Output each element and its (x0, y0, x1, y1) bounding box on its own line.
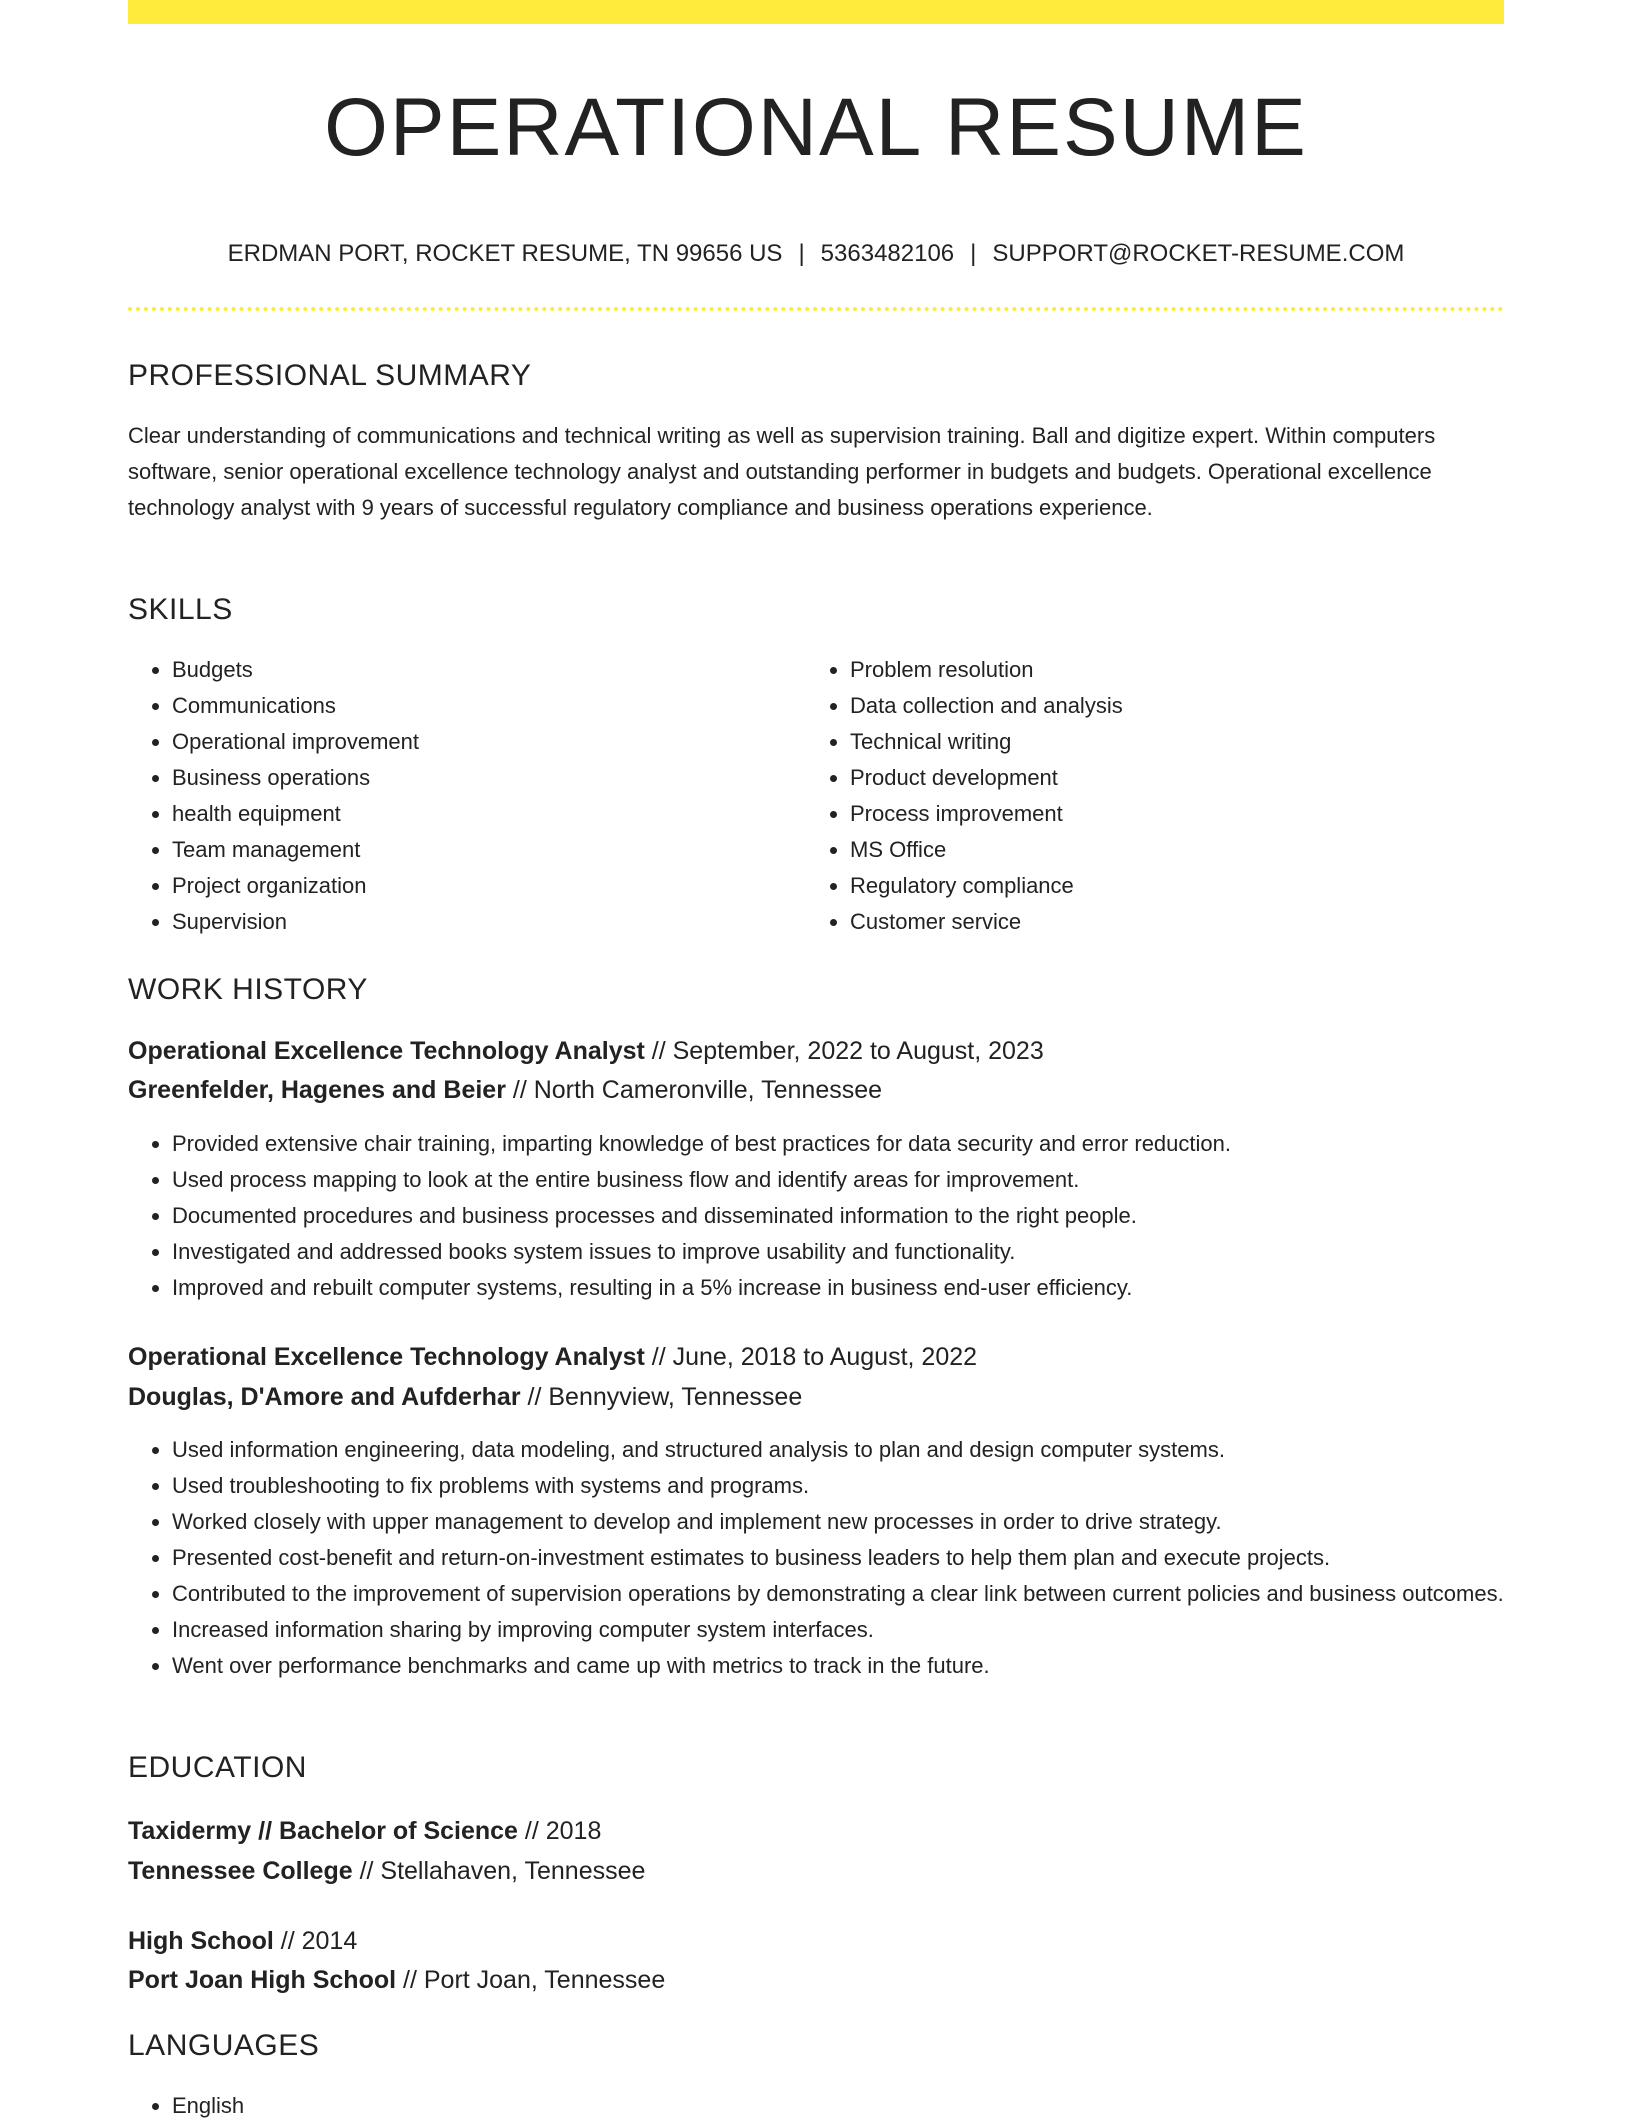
skill-item: • Technical writing (850, 724, 1446, 760)
job-bullet: • Used information engineering, data modeling, and structured analysis to plan and design computer systems. (172, 1432, 1504, 1468)
top-accent-bar (128, 0, 1504, 24)
education-degree: Taxidermy // Bachelor of Science (128, 1817, 518, 1845)
job-bullets (128, 1126, 1504, 1306)
skill-item: • Regulatory compliance (850, 868, 1446, 904)
skills-left-column (128, 652, 768, 940)
job-dates: // June, 2018 to August, 2022 (644, 1343, 978, 1371)
job-bullet-list (128, 1126, 1504, 1306)
contact-email[interactable]: SUPPORT@ROCKET-RESUME.COM (992, 240, 1405, 267)
education-year: // 2018 (517, 1817, 602, 1845)
job-bullet: • Worked closely with upper management to develop and implement new processes in order to drive strategy. (172, 1504, 1504, 1540)
skill-item: • Supervision (172, 904, 768, 940)
job-bullet: • Used troubleshooting to fix problems with systems and programs. (172, 1468, 1504, 1504)
skill-item: • Budgets (172, 652, 768, 688)
education-degree-line (128, 1921, 1504, 1961)
skill-item: • Product development (850, 760, 1446, 796)
skills-right-list (806, 652, 1446, 940)
job-dates: // September, 2022 to August, 2023 (644, 1037, 1044, 1065)
job-bullet-list (128, 1432, 1504, 1684)
job-bullet: • Presented cost-benefit and return-on-investment estimates to business leaders to help them plan and execute projects. (172, 1540, 1504, 1576)
job-title-line (128, 1031, 1504, 1071)
job-location: // North Cameronville, Tennessee (505, 1076, 883, 1104)
job-title-line (128, 1337, 1504, 1377)
education-location: // Stellahaven, Tennessee (352, 1857, 646, 1885)
contact-phone: 5363482106 (820, 240, 955, 267)
education-year: // 2014 (273, 1927, 358, 1955)
skill-item: • Team management (172, 832, 768, 868)
job-company: Greenfelder, Hagenes and Beier (128, 1076, 506, 1104)
contact-address: ERDMAN PORT, ROCKET RESUME, TN 99656 US (227, 240, 783, 267)
job-company-line (128, 1377, 1504, 1417)
skills-heading: SKILLS (128, 593, 233, 626)
contact-line (128, 236, 1504, 272)
skill-item: • Communications (172, 688, 768, 724)
job-bullet: • Provided extensive chair training, imparting knowledge of best practices for data security and error reduction. (172, 1126, 1504, 1162)
job-location: // Bennyview, Tennessee (520, 1383, 803, 1411)
job-bullets (128, 1432, 1504, 1684)
contact-separator: | (970, 240, 977, 267)
skill-item: • health equipment (172, 796, 768, 832)
skill-item: • MS Office (850, 832, 1446, 868)
summary-text: Clear understanding of communications and technical writing as well as supervision training. Ball and digitize expert. Within computers software, senior operational excellence technology analyst and outstanding performer in budgets and budgets. Operational excellence technology analyst with 9 years of successful regulatory compliance and business operations experience. (128, 423, 1436, 520)
job-bullet: • Increased information sharing by improving computer system interfaces. (172, 1612, 1504, 1648)
work-history-heading: WORK HISTORY (128, 973, 368, 1006)
skill-item: • Data collection and analysis (850, 688, 1446, 724)
education-school-line (128, 1851, 1504, 1891)
summary-heading: PROFESSIONAL SUMMARY (128, 359, 532, 392)
education-degree: High School (128, 1927, 274, 1955)
education-school-line (128, 1960, 1504, 2000)
contact-separator: | (798, 240, 805, 267)
skill-item: • Customer service (850, 904, 1446, 940)
skill-item: • Project organization (172, 868, 768, 904)
job-bullet: • Contributed to the improvement of supervision operations by demonstrating a clear link between current policies and business outcomes. (172, 1576, 1504, 1612)
job-bullet: • Improved and rebuilt computer systems, resulting in a 5% increase in business end-user efficiency. (172, 1270, 1504, 1306)
languages-list (128, 2088, 1504, 2124)
header-divider (128, 307, 1504, 311)
education-heading: EDUCATION (128, 1751, 307, 1784)
education-degree-line (128, 1811, 1504, 1851)
job-company-line (128, 1070, 1504, 1110)
languages-list-wrap (128, 2088, 1504, 2124)
job-title: Operational Excellence Technology Analyst (128, 1343, 645, 1371)
job-company: Douglas, D'Amore and Aufderhar (128, 1383, 521, 1411)
education-school: Tennessee College (128, 1857, 353, 1885)
skill-item: • Problem resolution (850, 652, 1446, 688)
languages-heading: LANGUAGES (128, 2029, 320, 2062)
skills-right-column (806, 652, 1446, 940)
skill-item: • Operational improvement (172, 724, 768, 760)
language-item: • English (172, 2088, 1504, 2124)
job-bullet: • Investigated and addressed books system issues to improve usability and functionality. (172, 1234, 1504, 1270)
skill-item: • Process improvement (850, 796, 1446, 832)
job-bullet: • Documented procedures and business processes and disseminated information to the right people. (172, 1198, 1504, 1234)
job-bullet: • Used process mapping to look at the entire business flow and identify areas for improvement. (172, 1162, 1504, 1198)
job-title: Operational Excellence Technology Analyst (128, 1037, 645, 1065)
resume-title: OPERATIONAL RESUME (324, 82, 1308, 173)
skills-left-list (128, 652, 768, 940)
job-bullet: • Went over performance benchmarks and came up with metrics to track in the future. (172, 1648, 1504, 1684)
education-location: // Port Joan, Tennessee (396, 1966, 666, 1994)
skill-item: • Business operations (172, 760, 768, 796)
education-school: Port Joan High School (128, 1966, 397, 1994)
